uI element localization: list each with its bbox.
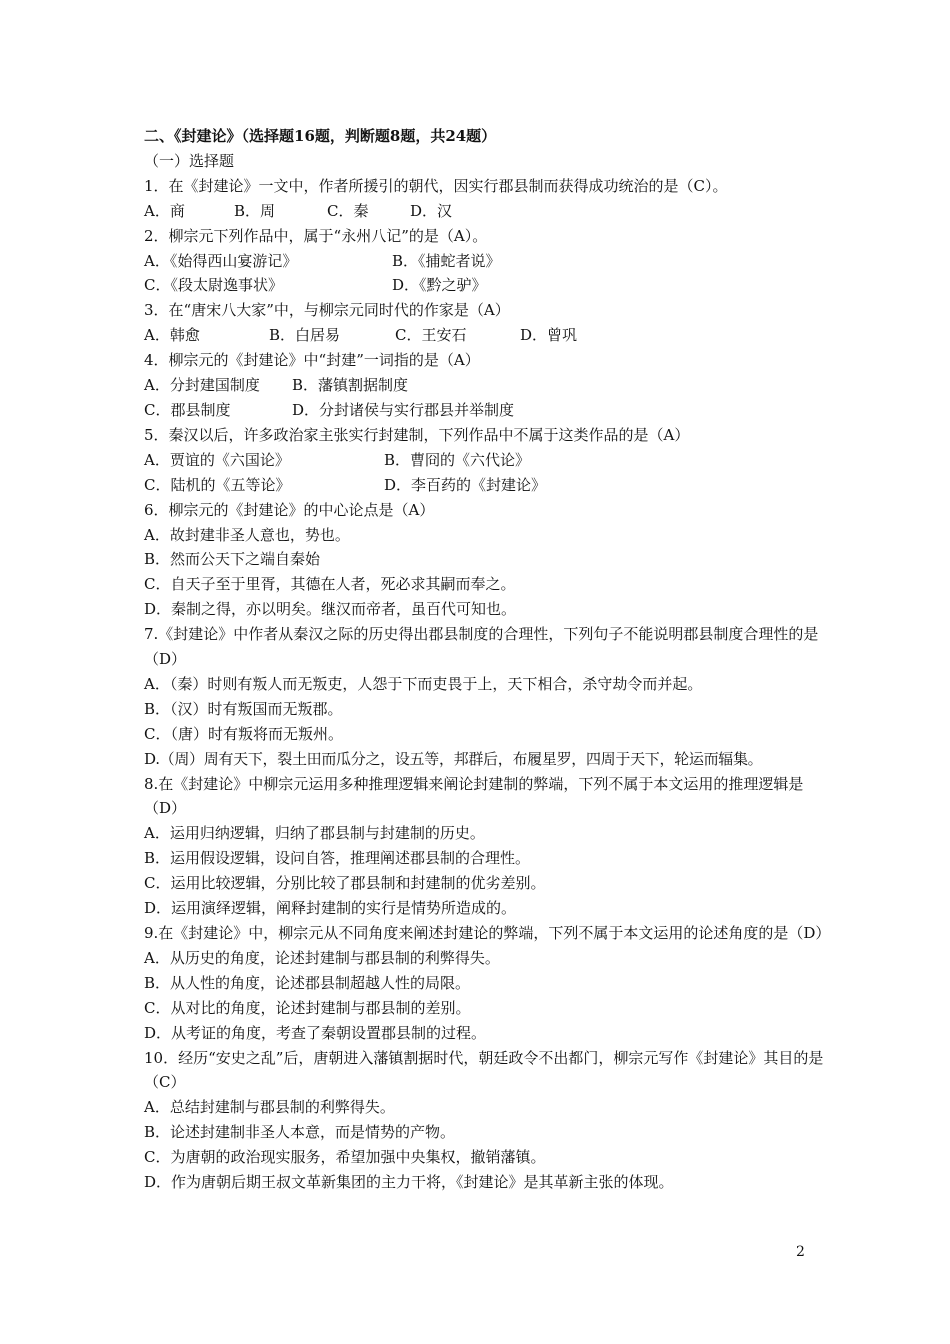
page-number: 2	[796, 1244, 805, 1260]
q9-option-c: C．从对比的角度，论述封建制与郡县制的差别。	[144, 998, 471, 1017]
q6-option-b: B．然而公天下之端自秦始	[144, 550, 321, 569]
question-9-stem: 9.在《封建论》中，柳宗元从不同角度来阐述封建论的弊端，下列不属于本文运用的论述角度的是（D）	[144, 924, 831, 942]
q4-option-a: A．分封建国制度	[144, 376, 260, 395]
q3-option-c: C．王安石	[395, 326, 467, 345]
question-2-stem: 2．柳宗元下列作品中，属于“永州八记”的是（A）。	[144, 226, 488, 245]
q9-option-b: B．从人性的角度，论述郡县制超越人性的局限。	[144, 973, 471, 992]
q6-option-a: A．故封建非圣人意也，势也。	[144, 525, 350, 544]
q10-option-b: B．论述封建制非圣人本意，而是情势的产物。	[144, 1123, 456, 1142]
q10-option-c: C．为唐朝的政治现实服务，希望加强中央集权，撤销藩镇。	[144, 1148, 546, 1167]
subsection-title: （一）选择题	[144, 151, 235, 170]
q4-option-c: C．郡县制度	[144, 400, 231, 419]
question-2-options-row-2	[144, 273, 834, 298]
question-5-stem: 5．秦汉以后，许多政治家主张实行封建制，下列作品中不属于这类作品的是（A）	[144, 425, 690, 444]
q1-option-d: D．汉	[410, 201, 453, 220]
q4-option-b: B．藩镇割据制度	[292, 376, 409, 395]
q7-option-b: B．（汉）时有叛国而无叛郡。	[144, 699, 343, 718]
q8-option-a: A．运用归纳逻辑，归纳了郡县制与封建制的历史。	[144, 824, 485, 843]
q9-option-d: D．从考证的角度，考查了秦朝设置郡县制的过程。	[144, 1023, 487, 1042]
page-content	[144, 124, 834, 1195]
question-3-stem: 3．在“唐宋八大家”中，与柳宗元同时代的作家是（A）	[144, 301, 510, 320]
section-heading: 二、《封建论》（选择题16题，判断题8题，共24题）	[144, 127, 497, 145]
q3-option-b: B．白居易	[269, 326, 341, 345]
q2-option-c: C．《段太尉逸事状》	[144, 276, 283, 295]
q7-option-a: A．（秦）时则有叛人而无叛吏，人怨于下而吏畏于上，天下相合，杀守劫令而并起。	[144, 674, 703, 693]
q3-option-d: D．曾巩	[520, 326, 578, 345]
question-5-options-row-1	[144, 448, 834, 473]
question-7-stem: 7.《封建论》中作者从秦汉之际的历史得出郡县制度的合理性，下列句子不能说明郡县制度合理性的是（D）	[144, 625, 819, 669]
question-10-stem: 10．经历“安史之乱”后，唐朝进入藩镇割据时代，朝廷政令不出都门，柳宗元写作《封建论》其目的是（C）	[144, 1048, 824, 1092]
question-4-stem: 4．柳宗元的《封建论》中“封建”一词指的是（A）	[144, 351, 480, 370]
q6-option-c: C．自天子至于里胥，其德在人者，死必求其嗣而奉之。	[144, 575, 516, 594]
q7-option-d: D.（周）周有天下，裂土田而瓜分之，设五等，邦群后，布履星罗，四周于天下，轮运而辐集。	[144, 749, 763, 768]
q2-option-b: B．《捕蛇者说》	[392, 251, 501, 270]
q2-option-a: A．《始得西山宴游记》	[144, 251, 298, 270]
q5-option-a: A．贾谊的《六国论》	[144, 450, 290, 469]
q8-option-c: C．运用比较逻辑，分别比较了郡县制和封建制的优劣差别。	[144, 874, 546, 893]
question-6-stem: 6．柳宗元的《封建论》的中心论点是（A）	[144, 500, 435, 519]
question-4-options-row-1	[144, 373, 834, 398]
q3-option-a: A．韩愈	[144, 326, 200, 345]
q8-option-d: D．运用演绎逻辑，阐释封建制的实行是情势所造成的。	[144, 899, 517, 918]
q9-option-a: A．从历史的角度，论述封建制与郡县制的利弊得失。	[144, 948, 500, 967]
q1-option-c: C．秦	[327, 201, 369, 220]
question-5-options-row-2	[144, 473, 834, 498]
q5-option-d: D．李百药的《封建论》	[384, 475, 547, 494]
q1-option-a: A．商	[144, 201, 185, 220]
q10-option-d: D．作为唐朝后期王叔文革新集团的主力干将，《封建论》是其革新主张的体现。	[144, 1173, 674, 1192]
question-2-options-row-1	[144, 249, 834, 274]
q10-option-a: A．总结封建制与郡县制的利弊得失。	[144, 1098, 395, 1117]
q1-option-b: B．周	[234, 201, 276, 220]
q4-option-d: D．分封诸侯与实行郡县并举制度	[292, 400, 515, 419]
question-4-options-row-2	[144, 398, 834, 423]
q5-option-b: B．曹冏的《六代论》	[384, 450, 531, 469]
q5-option-c: C．陆机的《五等论》	[144, 475, 291, 494]
question-1-stem: 1．在《封建论》一文中，作者所援引的朝代，因实行郡县制而获得成功统治的是（C）。	[144, 176, 728, 195]
q6-option-d: D．秦制之得，亦以明矣。继汉而帝者，虽百代可知也。	[144, 600, 517, 619]
question-3-options	[144, 323, 834, 348]
q8-option-b: B．运用假设逻辑，设问自答，推理阐述郡县制的合理性。	[144, 849, 531, 868]
question-8-stem: 8.在《封建论》中柳宗元运用多种推理逻辑来阐论封建制的弊端，下列不属于本文运用的推理逻辑是（D）	[144, 774, 804, 818]
q7-option-c: C．（唐）时有叛将而无叛州。	[144, 724, 343, 743]
question-1-options	[144, 199, 834, 224]
q2-option-d: D．《黔之驴》	[392, 276, 487, 295]
